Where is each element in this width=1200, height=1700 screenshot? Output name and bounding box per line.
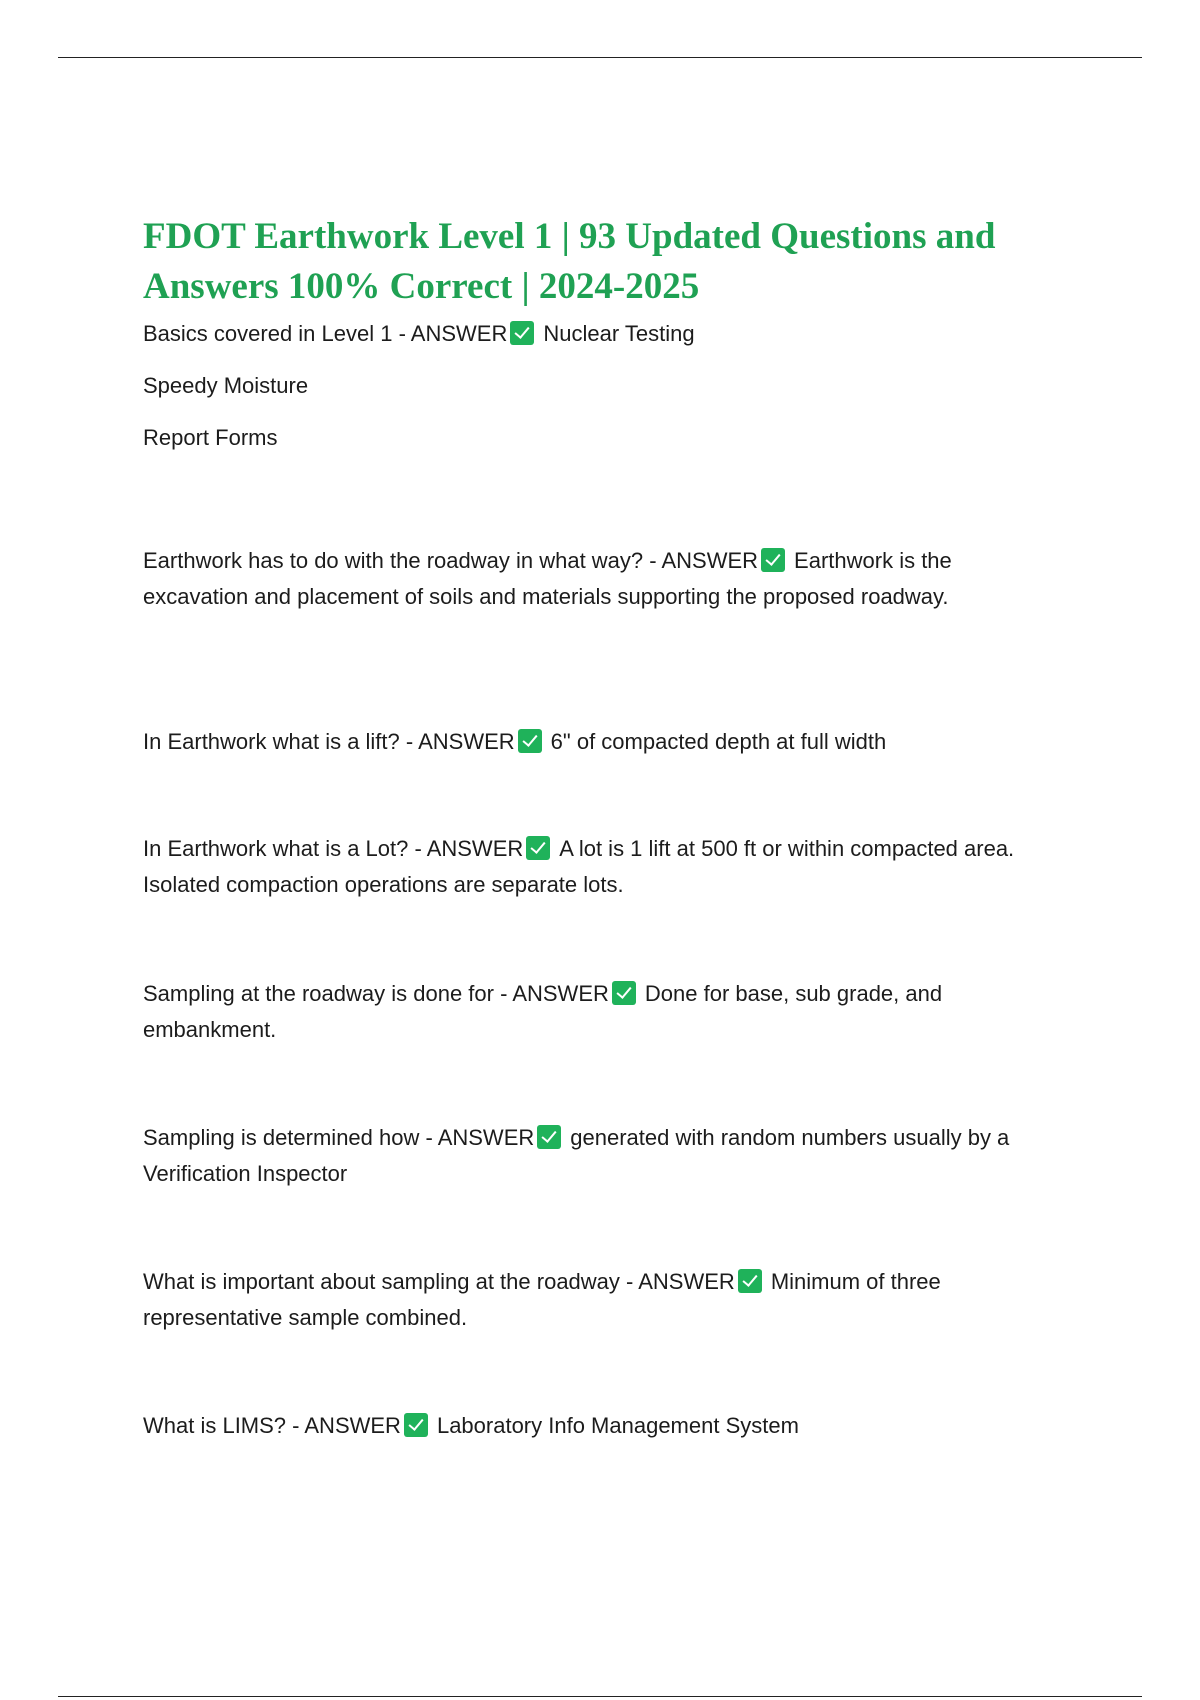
bottom-rule: [58, 1696, 1142, 1697]
question-text: What is LIMS? - ANSWER: [143, 1413, 401, 1438]
answer-extra-line: Speedy Moisture: [143, 373, 309, 398]
check-mark-icon: [518, 729, 542, 753]
answer-text: Nuclear Testing: [543, 321, 695, 346]
document-title: FDOT Earthwork Level 1 | 93 Updated Questions and Answers 100% Correct | 2024-2025: [143, 216, 996, 307]
qa-item-sampling-important: [143, 1264, 1043, 1336]
check-mark-icon: [404, 1413, 428, 1437]
answer-text: Minimum of three representative sample combined.: [143, 1269, 941, 1330]
question-text: Basics covered in Level 1 - ANSWER: [143, 321, 508, 346]
check-mark-icon: [537, 1125, 561, 1149]
top-rule: [58, 57, 1142, 58]
check-mark-icon: [510, 321, 534, 345]
qa-item-basics: [143, 316, 1043, 352]
check-mark-icon: [526, 836, 550, 860]
answer-text: Earthwork is the excavation and placement of soils and materials supporting the proposed roadway.: [143, 548, 952, 609]
question-text: In Earthwork what is a lift? - ANSWER: [143, 729, 515, 754]
qa-item-roadway: [143, 543, 1043, 615]
qa-item-sampling-for: [143, 976, 1043, 1048]
answer-text: generated with random numbers usually by a Verification Inspector: [143, 1125, 1010, 1186]
question-text: In Earthwork what is a Lot? - ANSWER: [143, 836, 524, 861]
answer-text: 6" of compacted depth at full width: [550, 729, 887, 754]
question-text: Sampling at the roadway is done for - ANSWER: [143, 981, 609, 1006]
qa-item-lot: [143, 831, 1043, 903]
qa-item-lims: [143, 1408, 1043, 1444]
answer-text: A lot is 1 lift at 500 ft or within compacted area. Isolated compaction operations are separate lots.: [143, 836, 1015, 897]
check-mark-icon: [612, 981, 636, 1005]
question-text: Earthwork has to do with the roadway in what way? - ANSWER: [143, 548, 759, 573]
question-text: Sampling is determined how - ANSWER: [143, 1125, 535, 1150]
check-mark-icon: [761, 548, 785, 572]
answer-text: Laboratory Info Management System: [436, 1413, 799, 1438]
check-mark-icon: [738, 1269, 762, 1293]
answer-text: Done for base, sub grade, and embankment.: [143, 981, 943, 1042]
qa-item-sampling-how: [143, 1120, 1043, 1192]
answer-extra-line: Report Forms: [143, 425, 278, 450]
qa-item-lift: [143, 724, 1043, 760]
question-text: What is important about sampling at the roadway - ANSWER: [143, 1269, 735, 1294]
